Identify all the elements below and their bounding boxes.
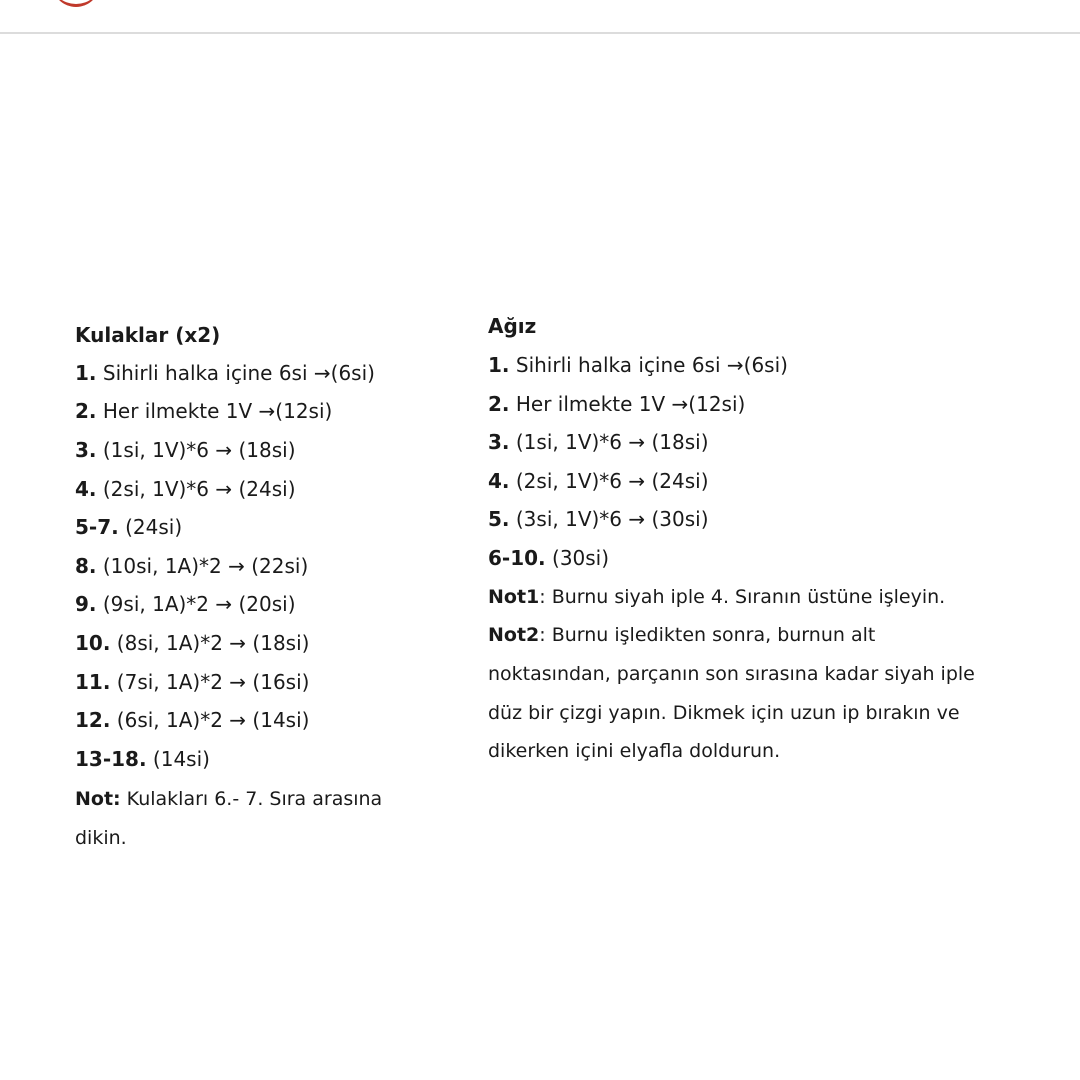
ears-row xyxy=(75,591,296,617)
row-text: (6si, 1A)*2 → (14si) xyxy=(110,708,310,732)
row-number: 8. xyxy=(75,554,97,578)
mouth-note-1 xyxy=(488,584,945,610)
ears-row xyxy=(75,437,296,463)
note-label: Not2 xyxy=(488,624,540,646)
row-text: (2si, 1V)*6 → (24si) xyxy=(509,469,709,493)
ears-row xyxy=(75,553,308,579)
row-text: (7si, 1A)*2 → (16si) xyxy=(110,670,310,694)
mouth-row xyxy=(488,545,609,571)
row-text: (9si, 1A)*2 → (20si) xyxy=(96,592,296,616)
row-text: (3si, 1V)*6 → (30si) xyxy=(509,507,709,531)
mouth-note-2-cont: düz bir çizgi yapın. Dikmek için uzun ip bırakın ve xyxy=(488,702,960,724)
row-text: Her ilmekte 1V →(12si) xyxy=(509,392,746,416)
note-label: Not: xyxy=(75,788,121,810)
mouth-row xyxy=(488,352,788,378)
row-text: (10si, 1A)*2 → (22si) xyxy=(96,554,309,578)
row-number: 4. xyxy=(75,477,97,501)
row-number: 1. xyxy=(75,361,97,385)
row-text: Her ilmekte 1V →(12si) xyxy=(96,399,333,423)
ears-row xyxy=(75,746,210,772)
row-text: (30si) xyxy=(545,546,610,570)
row-text: (24si) xyxy=(118,515,183,539)
note-text: Kulakları 6.- 7. Sıra arasına xyxy=(120,788,383,810)
row-text: (1si, 1V)*6 → (18si) xyxy=(509,430,709,454)
ears-note-cont: dikin. xyxy=(75,827,127,849)
row-number: 10. xyxy=(75,631,111,655)
mouth-row xyxy=(488,506,709,532)
row-number: 4. xyxy=(488,469,510,493)
mouth-note-2-cont: dikerken içini elyafla doldurun. xyxy=(488,740,781,762)
row-number: 3. xyxy=(488,430,510,454)
row-text: (1si, 1V)*6 → (18si) xyxy=(96,438,296,462)
row-number: 11. xyxy=(75,670,111,694)
row-number: 12. xyxy=(75,708,111,732)
row-text: (8si, 1A)*2 → (18si) xyxy=(110,631,310,655)
ears-row xyxy=(75,630,309,656)
row-number: 9. xyxy=(75,592,97,616)
mouth-row xyxy=(488,429,709,455)
row-text: Sihirli halka içine 6si →(6si) xyxy=(509,353,788,377)
row-number: 2. xyxy=(75,399,97,423)
ears-row xyxy=(75,360,375,386)
row-number: 5. xyxy=(488,507,510,531)
ears-note xyxy=(75,786,382,812)
ears-row xyxy=(75,398,332,424)
top-divider xyxy=(0,32,1080,34)
row-number: 1. xyxy=(488,353,510,377)
ears-row xyxy=(75,476,296,502)
mouth-note-2 xyxy=(488,622,875,648)
mouth-row xyxy=(488,468,709,494)
note-text: : Burnu işledikten sonra, burnun alt xyxy=(539,624,876,646)
note-label: Not1 xyxy=(488,586,540,608)
mouth-note-2-cont: noktasından, parçanın son sırasına kadar siyah iple xyxy=(488,663,975,685)
row-text: (2si, 1V)*6 → (24si) xyxy=(96,477,296,501)
mouth-title: Ağız xyxy=(488,314,537,338)
row-number: 3. xyxy=(75,438,97,462)
row-text: (14si) xyxy=(146,747,210,771)
ears-row xyxy=(75,707,309,733)
ears-title: Kulaklar (x2) xyxy=(75,323,221,347)
mouth-row xyxy=(488,391,745,417)
row-number: 6-10. xyxy=(488,546,546,570)
logo-fragment xyxy=(52,0,100,7)
row-number: 2. xyxy=(488,392,510,416)
row-number: 5-7. xyxy=(75,515,119,539)
ears-row xyxy=(75,514,182,540)
note-text: : Burnu siyah iple 4. Sıranın üstüne işleyin. xyxy=(539,586,946,608)
ears-row xyxy=(75,669,309,695)
row-text: Sihirli halka içine 6si →(6si) xyxy=(96,361,375,385)
row-number: 13-18. xyxy=(75,747,147,771)
